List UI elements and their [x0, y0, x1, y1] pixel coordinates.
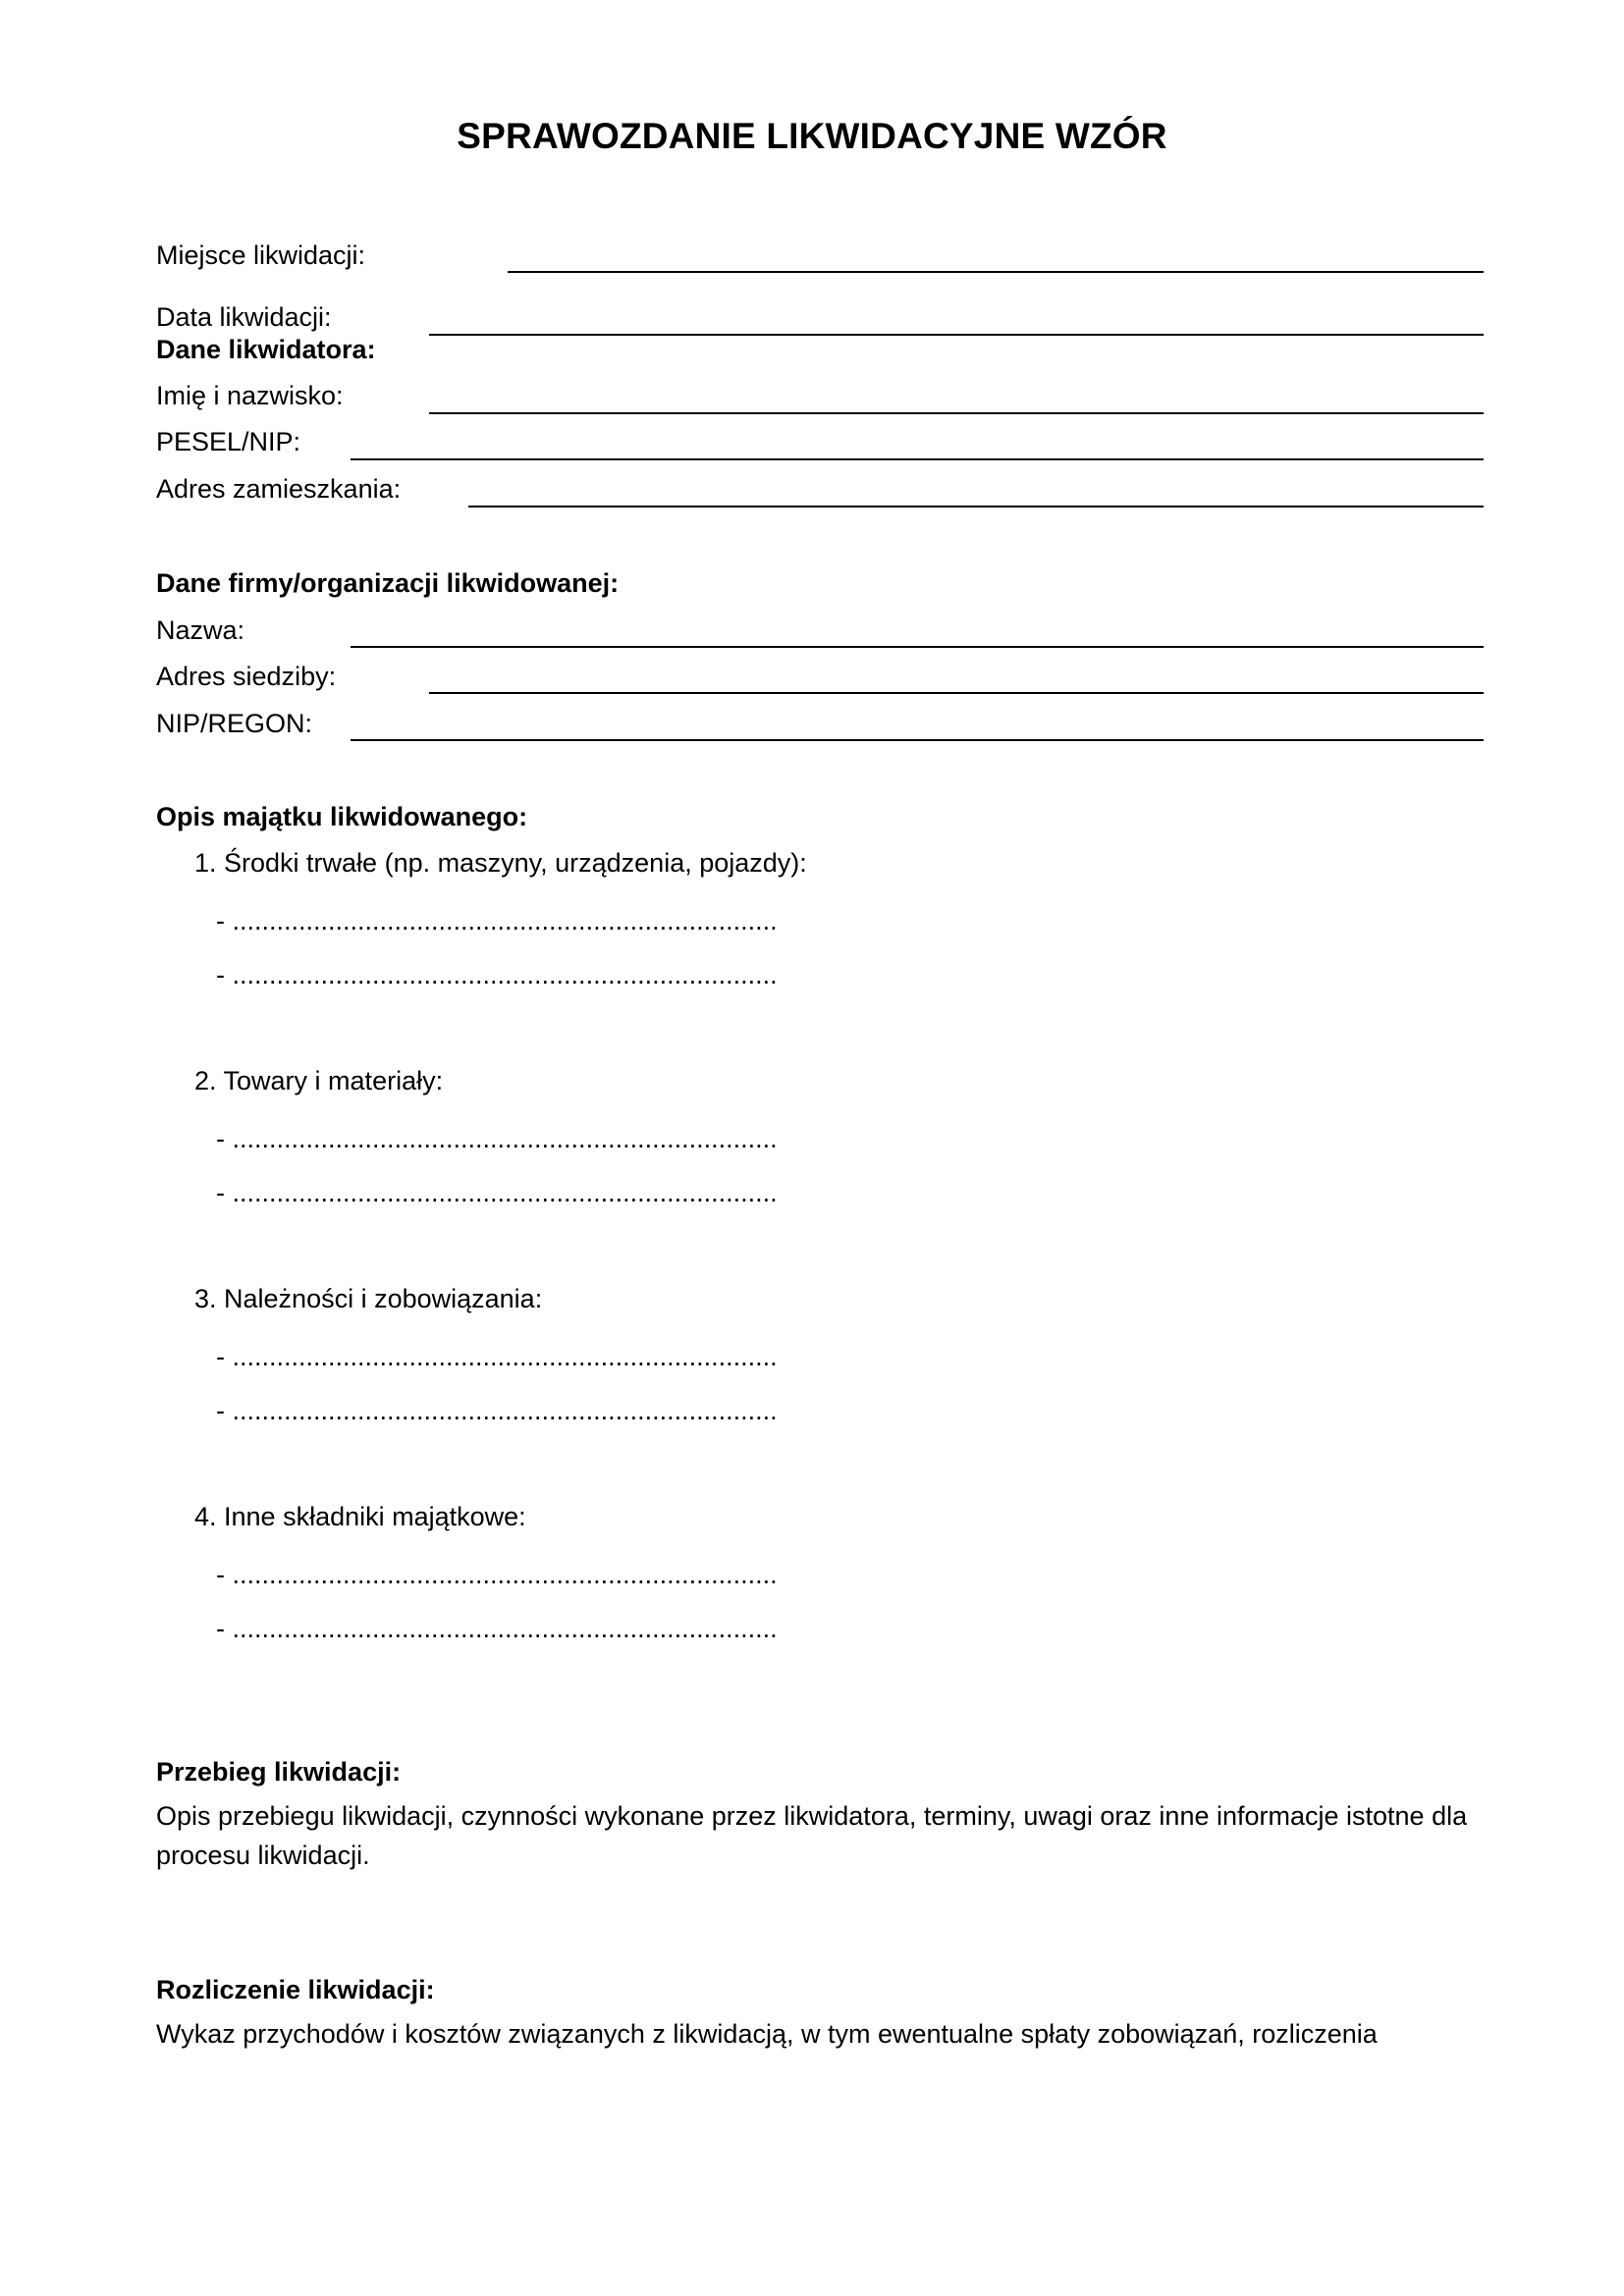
asset-placeholder-line[interactable]: - ..........................................................................	[216, 1396, 778, 1425]
field-label-siedziba: Adres siedziby:	[156, 662, 337, 691]
field-label-data: Data likwidacji:	[156, 302, 332, 332]
field-line-imie[interactable]	[429, 412, 1484, 414]
field-line-miejsce[interactable]	[508, 271, 1484, 273]
course-text: Opis przebiegu likwidacji, czynności wykonane przez likwidatora, terminy, uwagi oraz inne informacje istotne dla procesu likwidacji.	[156, 1801, 1468, 1870]
asset-placeholder-line[interactable]: - ..........................................................................	[216, 1614, 778, 1643]
settlement-heading: Rozliczenie likwidacji:	[156, 1975, 435, 2004]
field-label-nip: NIP/REGON:	[156, 709, 313, 738]
assets-heading: Opis majątku likwidowanego:	[156, 802, 528, 831]
field-label-pesel: PESEL/NIP:	[156, 427, 301, 456]
asset-placeholder-line[interactable]: - ..........................................................................	[216, 1178, 778, 1207]
asset-placeholder-line[interactable]: - ..........................................................................	[216, 960, 778, 989]
document-title: SPRAWOZDANIE LIKWIDACYJNE WZÓR	[457, 116, 1167, 156]
field-label-imie: Imię i nazwisko:	[156, 381, 344, 410]
field-line-siedziba[interactable]	[429, 692, 1484, 694]
asset-placeholder-line[interactable]: - ..........................................................................	[216, 906, 778, 935]
asset-category: 4. Inne składniki majątkowe:	[194, 1502, 526, 1531]
asset-placeholder-line[interactable]: - ..........................................................................	[216, 1124, 778, 1153]
company-heading: Dane firmy/organizacji likwidowanej:	[156, 568, 620, 598]
settlement-text: Wykaz przychodów i kosztów związanych z likwidacją, w tym ewentualne spłaty zobowiązań, rozliczenia	[156, 2019, 1378, 2049]
field-line-data[interactable]	[429, 334, 1484, 336]
field-label-nazwa: Nazwa:	[156, 615, 245, 645]
field-label-adres: Adres zamieszkania:	[156, 474, 402, 504]
field-line-pesel[interactable]	[351, 458, 1484, 460]
liquidator-heading: Dane likwidatora:	[156, 335, 376, 364]
field-label-miejsce: Miejsce likwidacji:	[156, 240, 366, 270]
field-line-nazwa[interactable]	[351, 646, 1484, 648]
course-heading: Przebieg likwidacji:	[156, 1757, 402, 1787]
asset-category: 1. Środki trwałe (np. maszyny, urządzenia, pojazdy):	[194, 848, 807, 878]
field-line-nip[interactable]	[351, 739, 1484, 741]
asset-category: 3. Należności i zobowiązania:	[194, 1284, 543, 1313]
asset-placeholder-line[interactable]: - ..........................................................................	[216, 1560, 778, 1589]
field-line-adres[interactable]	[468, 506, 1484, 507]
asset-category: 2. Towary i materiały:	[194, 1066, 444, 1095]
asset-placeholder-line[interactable]: - ..........................................................................	[216, 1342, 778, 1371]
